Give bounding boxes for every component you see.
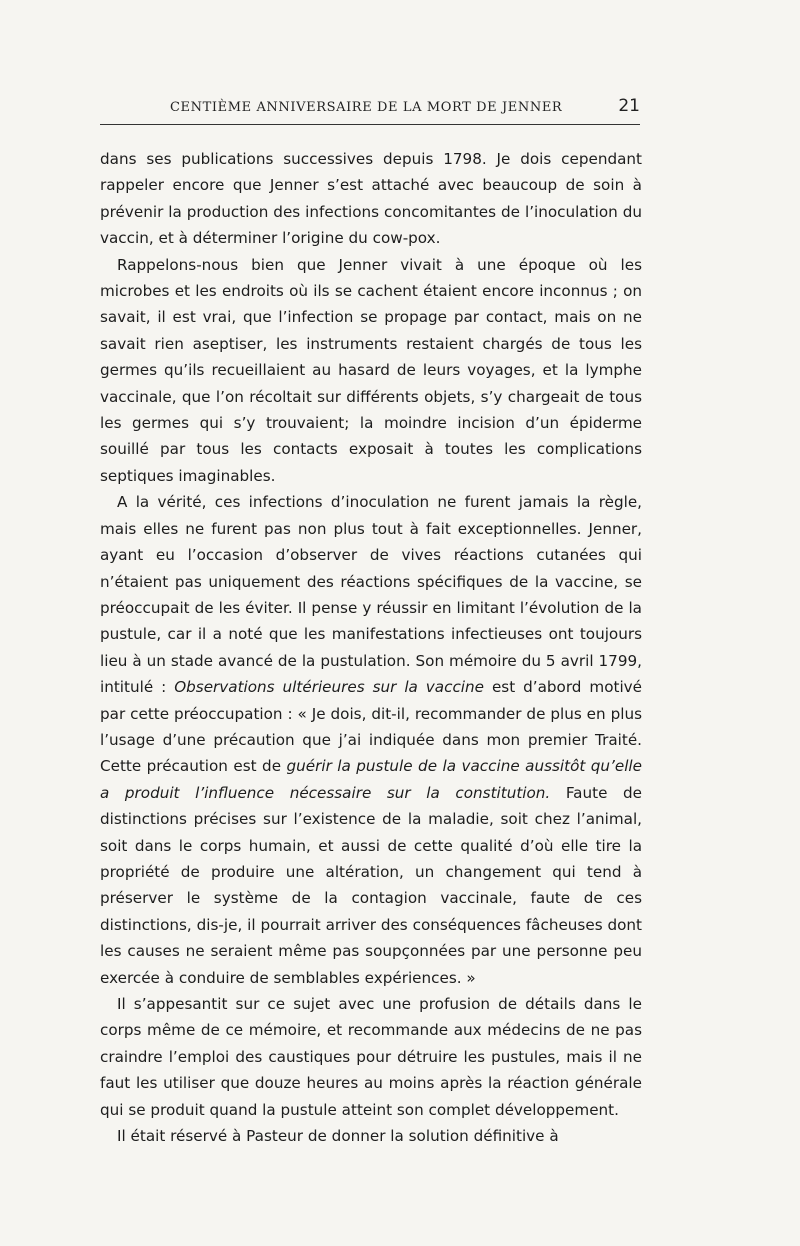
paragraph: Rappelons-nous bien que Jenner vivait à une époque où les microbes et les endroits où ils se cachent étaient encore inconnus ; on savait, il est vrai, que l’infection se propage par contact, mais on ne savait rien aseptiser, les instruments restaient chargés de tous les germes qu’ils recueillaient au hasard de leurs voyages, et la lymphe vaccinale, que l’on récoltait sur différents objets, s’y chargeait de tous les germes qui s’y trouvaient; la moindre incision d’un épiderme souillé par tous les contacts exposait à toutes les complications septiques imaginables. <box>100 255 642 485</box>
paragraph: Il était réservé à Pasteur de donner la solution définitive à <box>117 1127 559 1146</box>
header-rule <box>100 124 640 125</box>
body-text <box>100 146 642 1149</box>
memoir-title: Observations ultérieures sur la vaccine <box>174 678 484 697</box>
paragraph-text: A la vérité, ces infections d’inoculation ne furent jamais la règle, mais elles ne furent pas non plus tout à fait exceptionnelles. Jenner, ayant eu l’occasion d’observer de vives réactions cutanées qui n’étaient pas uniquement des réactions spécifiques de la vaccine, se préoccupait de les éviter. Il pense y réussir en limitant l’évolution de la pustule, car il a noté que les manifestations infectieuses ont toujours lieu à un stade avancé de la pustulation. Son mémoire du 5 avril 1799, intitulé : <box>100 493 642 697</box>
page-header <box>100 92 640 122</box>
paragraph-text: est d’abord motivé par cette préoccupation : « Je dois, dit-il, recommander de plus en plus l’usage d’une précaution que j’ai indiquée dans mon premier Traité. Cette précaution est de <box>100 678 642 776</box>
running-title: CENTIÈME ANNIVERSAIRE DE LA MORT DE JENNER <box>170 100 563 115</box>
paragraph: Il s’appesantit sur ce sujet avec une profusion de détails dans le corps même de ce mémoire, et recommande aux médecins de ne pas craindre l’emploi des caustiques pour détruire les pustules, mais il ne faut les utiliser que douze heures au moins après la réaction générale qui se produit quand la pustule atteint son complet développement. <box>100 995 642 1119</box>
paragraph <box>100 489 642 991</box>
page-number: 21 <box>618 96 640 116</box>
paragraph-text: Faute de distinctions précises sur l’existence de la maladie, soit chez l’animal, soit dans le corps humain, et aussi de cette qualité d’où elle tire la propriété de produire une altération, un changement qui tend à préserver le système de la contagion vaccinale, faute de ces distinctions, dis-je, il pourrait arriver des conséquences fâcheuses dont les causes ne seraient même pas soupçonnées par une personne peu exercée à conduire de semblables expériences. » <box>100 783 642 987</box>
paragraph: dans ses publications successives depuis 1798. Je dois cependant rappeler encore que Jenner s’est attaché avec beaucoup de soin à prévenir la production des infections concomitantes de l’inoculation du vaccin, et à déterminer l’origine du cow-pox. <box>100 150 642 248</box>
quoted-precaution: guérir la pustule de la vaccine aussitôt qu’elle a produit l’influence nécessaire sur la constitution. <box>100 757 642 802</box>
